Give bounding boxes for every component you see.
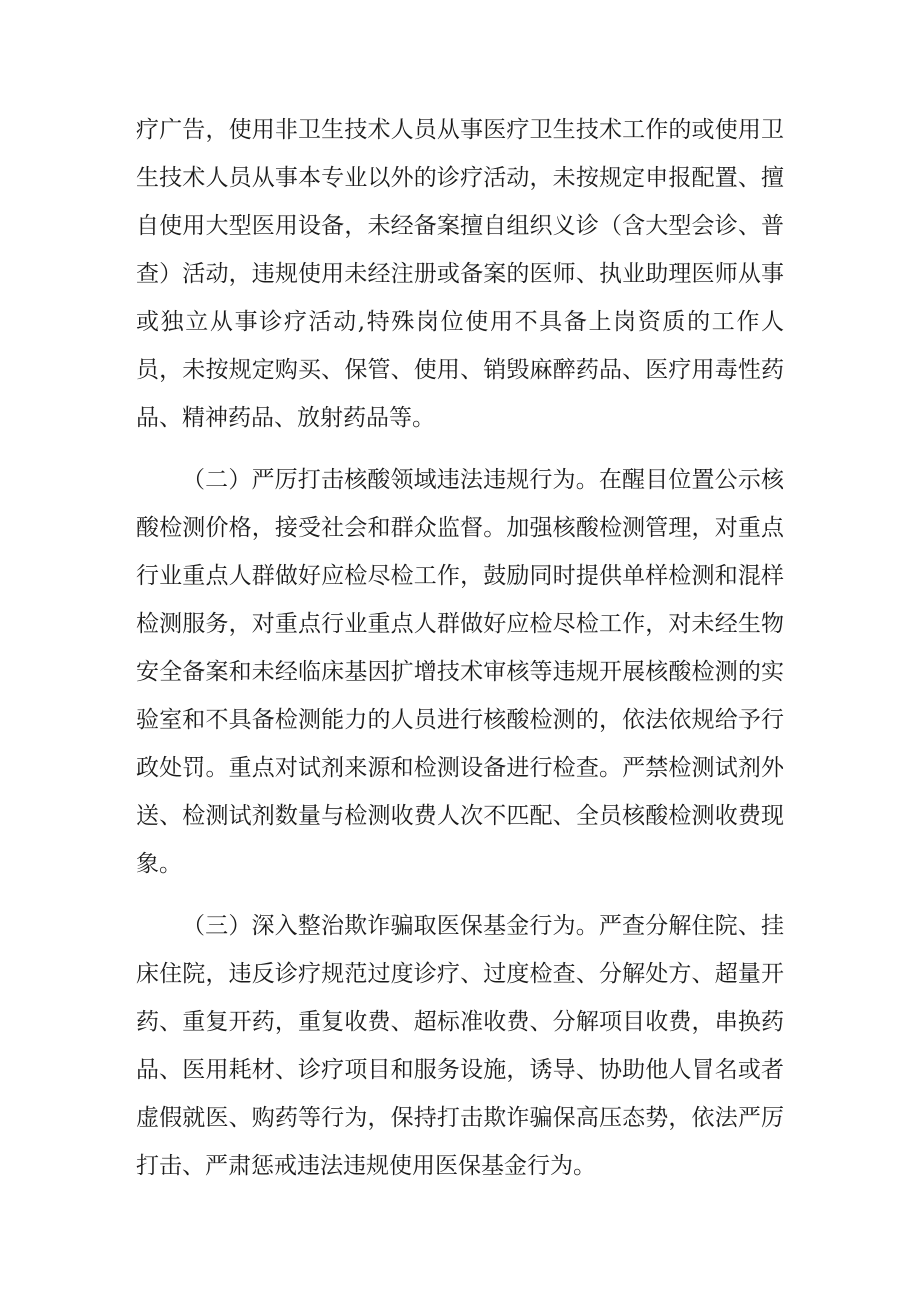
paragraph-medical-insurance-fraud: （三）深入整治欺诈骗取医保基金行为。严查分解住院、挂床住院，违反诊疗规范过度诊疗、过度检查、分解处方、超量开药、重复开药，重复收费、超标准收费、分解项目收费，串换药品、医用耗材、诊疗项目和服务设施，诱导、协助他人冒名或者虚假就医、购药等行为，保持打击欺诈骗保高压态势，依法严厉打击、严肃惩戒违法违规使用医保基金行为。 (136, 913, 784, 1179)
document-body (136, 106, 784, 1190)
paragraph-continuation: 疗广告，使用非卫生技术人员从事医疗卫生技术工作的或使用卫生技术人员从事本专业以外的诊疗活动，未按规定申报配置、擅自使用大型医用设备，未经备案擅自组织义诊（含大型会诊、普查）活动，违规使用未经注册或备案的医师、执业助理医师从事或独立从事诊疗活动,特殊岗位使用不具备上岗资质的工作人员，未按规定购买、保管、使用、销毁麻醉药品、医疗用毒性药品、精神药品、放射药品等。 (136, 117, 784, 431)
paragraph-nucleic-acid-enforcement: （二）严厉打击核酸领域违法违规行为。在醒目位置公示核酸检测价格，接受社会和群众监督。加强核酸检测管理，对重点行业重点人群做好应检尽检工作，鼓励同时提供单样检测和混样检测服务，对重点行业重点人群做好应检尽检工作，对未经生物安全备案和未经临床基因扩增技术审核等违规开展核酸检测的实验室和不具备检测能力的人员进行核酸检测的，依法依规给予行政处罚。重点对试剂来源和检测设备进行检查。严禁检测试剂外送、检测试剂数量与检测收费人次不匹配、全员核酸检测收费现象。 (136, 467, 784, 877)
